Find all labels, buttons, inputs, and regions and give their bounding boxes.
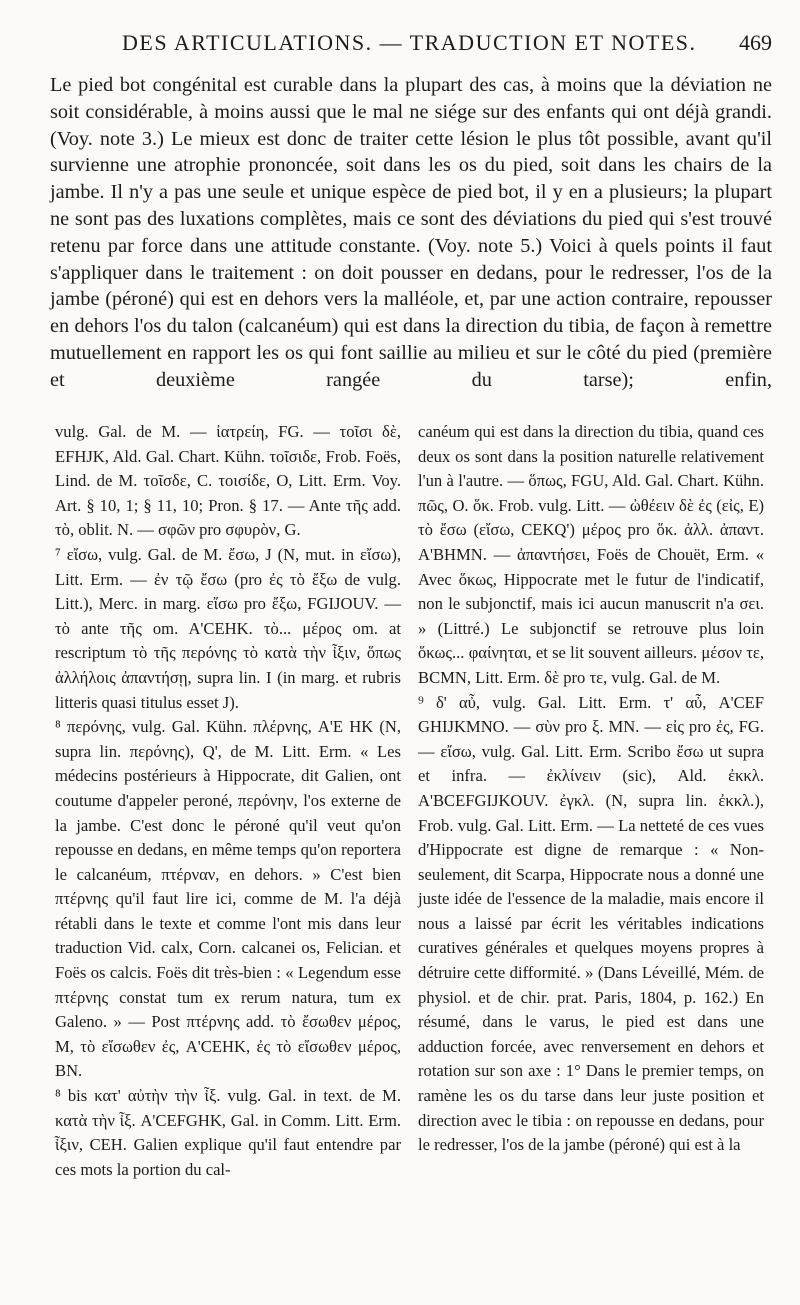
running-header (50, 30, 772, 60)
note-7: ⁷ εἴσω, vulg. Gal. de M. ἔσω, J (N, mut. in εἴσω), Litt. Erm. — ἐν τῷ ἔσω (pro ἐς τὸ ἔξω de vulg. Litt.), Merc. in marg. εἴσω pro ἔξω, FGIJOUV. — τὸ ante τῆς om. A'CEHK. τὸ... μέρος om. at rescriptum τὸ τῆς περόνης τὸ κατὰ τὴν ἶξιν, ὅπως ἀλλήλοις ἀπαντήσῃ, supra lin. I (in marg. et rubris litteris quasi titulus esset J). (55, 544, 401, 712)
footnotes-right-column (418, 420, 764, 1158)
note-8-bis-continuation: canéum qui est dans la direction du tibia, quand ces deux os sont dans la position naturelle relativement l'un à l'autre. — ὅπως, FGU, Ald. Gal. Chart. Kühn. πῶς, O. ὅκ. Frob. vulg. Litt. — ὠθέειν δὲ ἐς (εἰς, E) τὸ ἔσω (εἴσω, CEKQ') μέρος pro ὅκ. ἀλλ. ἀπαντ. A'BHMN. — ἀπαντήσει, Foës de Chouët, Erm. « Avec ὅκως, Hippocrate met le futur de l'indicatif, non le subjonctif, mais ici aucun manuscrit n'a σει. » (Littré.) Le subjonctif se retrouve plus loin ὅκως... φαίνηται, et se lit souvent ailleurs. μέσον τε, BCMN, Litt. Erm. δὲ pro τε, vulg. Gal. de M. (418, 422, 764, 687)
note-9: ⁹ δ' αὖ, vulg. Gal. Litt. Erm. τ' αὖ, A'CEF GHIJKMNO. — σὺν pro ξ. MN. — εἰς pro ἐς, FG. — εἴσω, vulg. Gal. Litt. Erm. Scribo ἔσω ut supra et infra. — ἐκλίνειν (sic), Ald. ἐκκλ. A'BCEFGIJKOUV. ἐγκλ. (N, supra lin. ἐκκλ.), Frob. vulg. Gal. Litt. Erm. — La netteté de ces vues d'Hippocrate est digne de remarque : « Non-seulement, dit Scarpa, Hippocrate nous a donné une juste idée de l'essence de la maladie, mais encore il nous a laissé par écrit les véritables indications curatives générales et quelques moyens propres à détruire cette difformité. » (Dans Léveillé, Mém. de physiol. et de chir. prat. Paris, 1804, p. 162.) En résumé, dans le varus, le pied est dans une adduction forcée, avec renversement en dehors et rotation sur son axe : 1° Dans le premier temps, on ramène les os du tarse dans leur juste position et direction avec le tibia : on repousse en dedans, pour le redresser, l'os de la jambe (péroné) qui est à la (418, 692, 764, 1155)
footnotes-left-column (55, 420, 401, 1182)
main-text (50, 72, 772, 394)
running-title: DES ARTICULATIONS. — TRADUCTION ET NOTES. (122, 30, 697, 55)
page-number: 469 (739, 30, 772, 55)
note-8: ⁸ περόνης, vulg. Gal. Kühn. πλέρνης, A'E HK (N, supra lin. περόνης), Q', de M. Litt. Erm. « Les médecins postérieurs à Hippocrate, dit Galien, ont coutume d'appeler peroné, περόνην, l'os externe de la jambe. C'est donc le péroné qu'il veut qu'on repousse en dedans, en même temps qu'on reportera le calcanéum, πτέρναν, en dehors. » C'est bien πτέρνης qu'il faut lire ici, comme de M. l'a déjà rétabli dans le texte et comme l'ont mis dans leur traduction Vid. calx, Corn. calcanei os, Felician. et Foës os calcis. Foës dit très-bien : « Legendum esse πτέρνης constat tum ex rerum natura, tum ex Galeno. » — Post πτέρνης add. τὸ ἔσωθεν μέρος, M, τὸ εἴσωθεν ἐς, A'CEHK, ἐς τὸ εἴσωθεν μέρος, BN. (55, 717, 401, 1081)
note-8-bis: ⁸ bis κατ' αὐτὴν τὴν ἶξ. vulg. Gal. in text. de M. κατὰ τὴν ἶξ. A'CEFGHK, Gal. in Comm. Litt. Erm. ἶξιν, CEH. Galien explique qu'il faut entendre par ces mots la portion du cal- (55, 1086, 401, 1179)
main-paragraph: Le pied bot congénital est curable dans la plupart des cas, à moins que la déviation ne soit considérable, à moins aussi que le mal ne siége sur des enfants qui ont déjà grandi. (Voy. note 3.) Le mieux est donc de traiter cette lésion le plus tôt possible, avant qu'il survienne une atrophie prononcée, soit dans les os du pied, soit dans les chairs de la jambe. Il n'y a pas une seule et unique espèce de pied bot, il y en a plusieurs; la plupart ne sont pas des luxations complètes, mais ce sont des déviations du pied qui s'est trouvé retenu par force dans une attitude constante. (Voy. note 5.) Voici à quels points il faut s'appliquer dans le traitement : on doit pousser en dedans, pour le redresser, l'os de la jambe (péroné) qui est en dehors vers la malléole, et, par une action contraire, repousser en dehors l'os du talon (calcanéum) qui est dans la direction du tibia, de façon à remettre mutuellement en rapport les os qui font saillie au milieu et sur le côté du pied (première et deuxième rangée du tarse); enfin, (50, 74, 772, 391)
note-continuation: vulg. Gal. de M. — ἰατρείη, FG. — τοῖσι δὲ, EFHJK, Ald. Gal. Chart. Kühn. τοῖσιδε, Frob. Foës, Lind. de M. τοῖσδε, C. τοισίδε, O, Litt. Erm. Voy. Art. § 10, 1; § 11, 10; Pron. § 17. — Ante τῆς add. τὸ, oblit. N. — σφῶν pro σφυρὸν, G. (55, 422, 401, 540)
